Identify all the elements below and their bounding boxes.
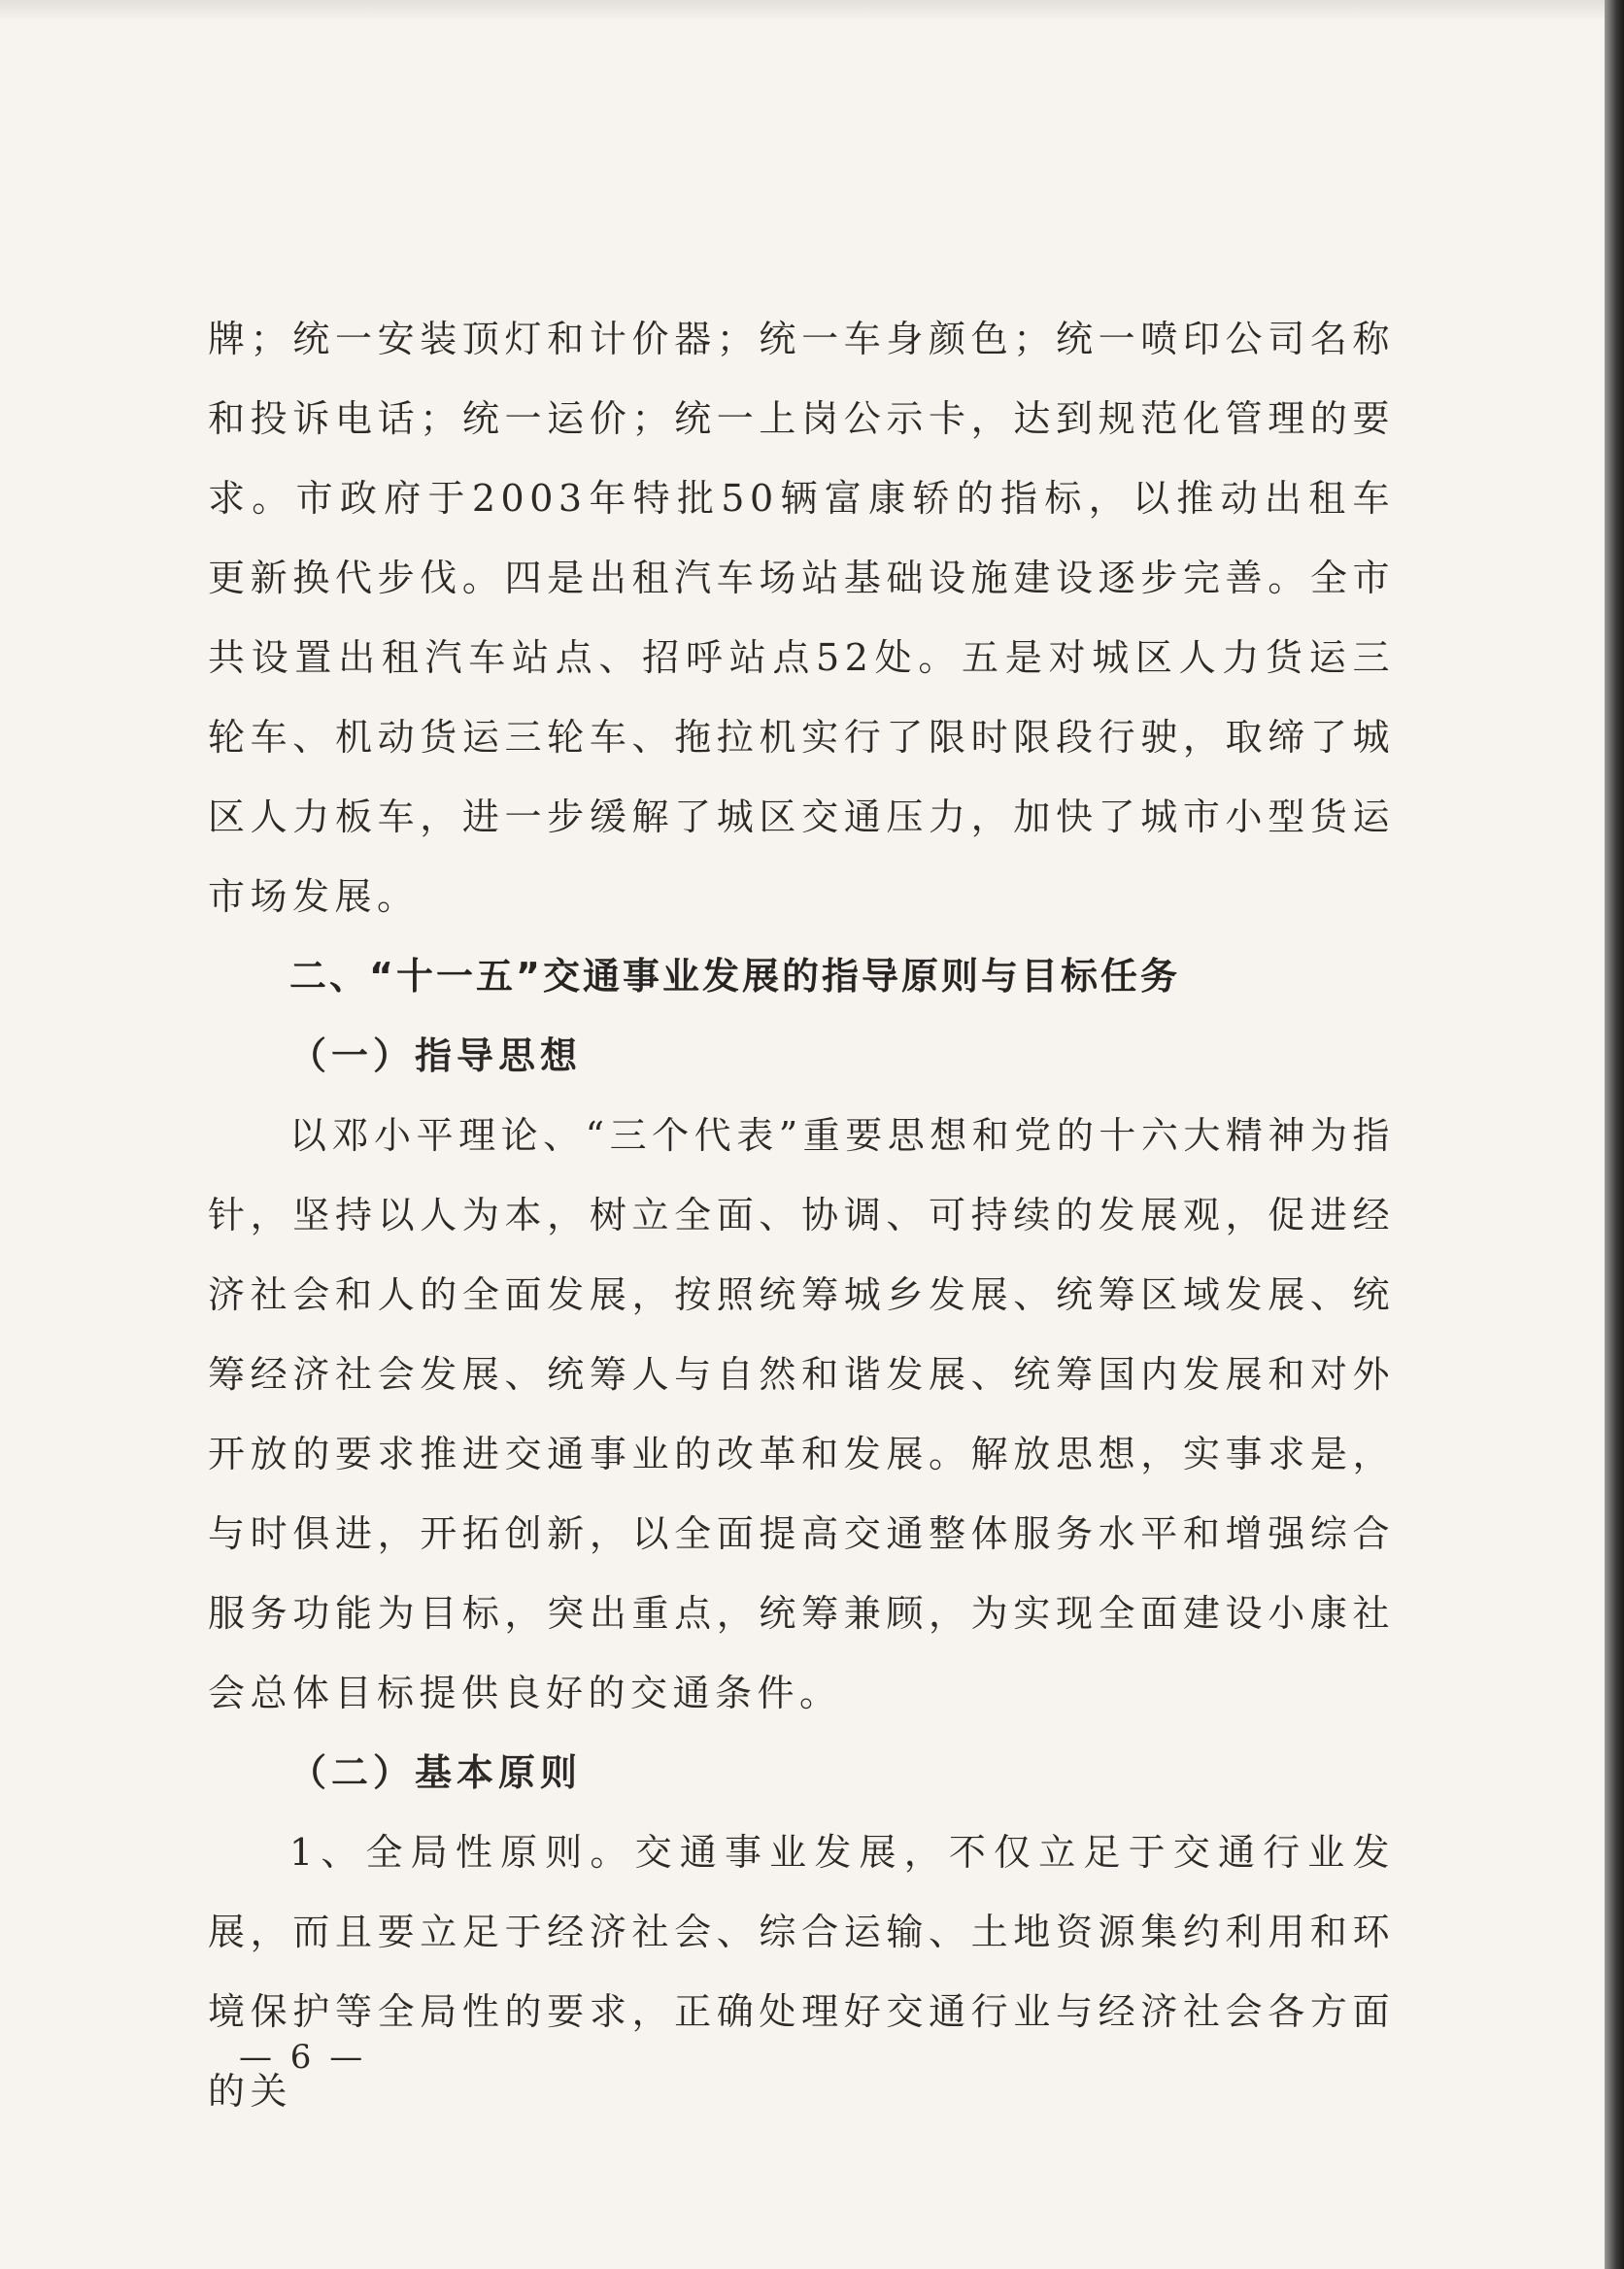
section-heading-2: 二、“十一五”交通事业发展的指导原则与目标任务 [289,955,1180,998]
subheading-guiding-ideology: （一）指导思想 [289,1033,583,1077]
scan-edge-shadow [1605,0,1624,2269]
paragraph-guiding-ideology: 以邓小平理论、“三个代表”重要思想和党的十六大精神为指针，坚持以人为本，树立全面、协调、可持续的发展观，促进经济社会和人的全面发展，按照统筹城乡发展、统筹区域发展、统筹经济社会发展、统筹人与自然和谐发展、统筹国内发展和对外开放的要求推进交通事业的改革和发展。解放思想，实事求是，与时俱进，开拓创新，以全面提高交通整体服务水平和增强综合服务功能为目标，突出重点，统筹兼顾，为实现全面建设小康社会总体目标提供良好的交通条件。 [208,1114,1395,1714]
scan-top-shadow [0,0,1605,21]
paragraph-continued: 牌；统一安装顶灯和计价器；统一车身颜色；统一喷印公司名称和投诉电话；统一运价；统一上岗公示卡，达到规范化管理的要求。市政府于2003年特批50辆富康轿的指标，以推动出租车更新换代步伐。四是出租汽车场站基础设施建设逐步完善。全市共设置出租汽车站点、招呼站点52处。五是对城区人力货运三轮车、机动货运三轮车、拖拉机实行了限时限段行驶，取缔了城区人力板车，进一步缓解了城区交通压力，加快了城市小型货运市场发展。 [208,318,1395,918]
page-number: — 6 — [239,2038,367,2077]
paragraph-principle-1: 1、全局性原则。交通事业发展，不仅立足于交通行业发展，而且要立足于经济社会、综合运输、土地资源集约利用和环境保护等全局性的要求，正确处理好交通行业与经济社会各方面的关 [208,1831,1395,2113]
subheading-basic-principles: （二）基本原则 [289,1750,583,1794]
document-body [208,299,1395,2131]
